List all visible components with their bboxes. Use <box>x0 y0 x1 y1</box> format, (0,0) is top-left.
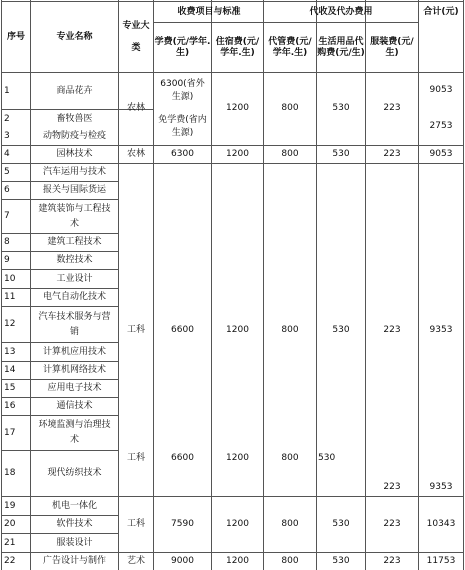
living-cell: 530 <box>318 452 336 463</box>
uniform-cell: 223 <box>383 149 401 159</box>
lodging-cell: 1200 <box>226 324 249 335</box>
header-fee-group: 收费项目与标准 <box>177 6 241 17</box>
header-tuition: 学费(元/学年.生) <box>154 36 211 58</box>
row-no: 10 <box>4 273 16 284</box>
row-no: 4 <box>4 149 10 159</box>
major-name: 汽车运用与技术 <box>42 167 106 177</box>
lodging-cell: 1200 <box>226 518 249 529</box>
category-cell: 工科 <box>126 324 145 335</box>
major-name: 报关与国际货运 <box>42 185 106 195</box>
textbook-cell: 800 <box>281 149 299 159</box>
total-cell: 9053 <box>429 149 453 159</box>
major-name: 现代纺织技术 <box>47 468 102 478</box>
row-no: 2 <box>4 113 10 124</box>
tuition-cell: 9000 <box>171 556 194 566</box>
row-no: 21 <box>4 537 16 548</box>
textbook-cell: 800 <box>281 518 299 529</box>
textbook-cell: 800 <box>281 452 299 463</box>
total-cell: 9053 <box>429 84 453 95</box>
living-cell: 530 <box>332 102 350 113</box>
row-no: 18 <box>4 468 16 478</box>
header-lodging: 住宿费(元/学年.生) <box>215 36 260 58</box>
row-no: 8 <box>4 237 10 247</box>
category-cell: 工科 <box>126 518 145 529</box>
header-agent-group: 代收及代办费用 <box>309 6 373 17</box>
major-name: 电气自动化技术 <box>42 292 106 302</box>
row-no: 11 <box>4 292 16 302</box>
uniform-cell: 223 <box>383 481 401 492</box>
row-no: 12 <box>4 319 16 329</box>
textbook-cell: 800 <box>281 324 299 335</box>
row-no: 1 <box>4 85 10 96</box>
category-cell: 工科 <box>126 452 145 463</box>
living-cell: 530 <box>332 149 350 159</box>
total-cell: 9353 <box>429 324 453 335</box>
uniform-cell: 223 <box>383 324 401 335</box>
row-no: 20 <box>4 519 16 529</box>
tuition-cell: 免学费(省内生源) <box>158 115 207 138</box>
lodging-cell: 1200 <box>226 102 249 113</box>
major-name: 商品花卉 <box>56 85 93 96</box>
lodging-cell: 1200 <box>226 556 249 566</box>
uniform-cell: 223 <box>383 556 401 566</box>
major-name: 计算机网络技术 <box>42 365 106 375</box>
uniform-cell: 223 <box>383 102 401 113</box>
header-living: 生活用品代购费(元/生) <box>317 36 365 58</box>
header-no: 序号 <box>6 31 25 42</box>
tuition-cell: 6300 <box>171 149 194 159</box>
header-category: 专业大类 <box>122 21 150 53</box>
row-no: 14 <box>4 365 16 375</box>
row-no: 5 <box>4 167 10 177</box>
lodging-cell: 1200 <box>226 149 249 159</box>
major-name: 汽车技术服务与营销 <box>38 311 111 337</box>
row-no: 22 <box>4 556 16 566</box>
row-no: 6 <box>4 185 10 195</box>
total-cell: 11753 <box>426 556 456 566</box>
total-cell: 2753 <box>429 120 453 131</box>
category-cell: 农林 <box>126 102 145 113</box>
major-name: 工业设计 <box>56 273 93 284</box>
row-no: 15 <box>4 383 16 393</box>
row-no: 17 <box>4 427 16 438</box>
major-name: 园林技术 <box>56 149 93 159</box>
major-name: 畜牧兽医 <box>56 113 93 124</box>
header-textbook: 代管费(元/学年.生) <box>268 36 312 58</box>
category-cell: 农林 <box>126 149 145 159</box>
major-name: 数控技术 <box>56 255 93 265</box>
row-no: 9 <box>4 255 10 265</box>
tuition-cell: 6600 <box>171 452 194 463</box>
row-no: 3 <box>4 131 10 141</box>
major-name: 应用电子技术 <box>47 383 102 393</box>
living-cell: 530 <box>332 324 350 335</box>
row-no: 13 <box>4 346 16 357</box>
living-cell: 530 <box>332 518 350 529</box>
category-cell: 艺术 <box>126 556 145 566</box>
total-cell: 10343 <box>426 518 456 529</box>
major-name: 广告设计与制作 <box>42 556 106 566</box>
major-name: 计算机应用技术 <box>42 346 106 357</box>
major-name: 建筑装饰与工程技术 <box>38 203 111 229</box>
major-name: 机电一体化 <box>51 500 97 511</box>
row-no: 19 <box>4 500 16 511</box>
header-total: 合计(元) <box>423 6 459 17</box>
living-cell: 530 <box>332 556 350 566</box>
major-name: 通信技术 <box>56 401 93 411</box>
major-name: 环境监测与治理技术 <box>38 420 111 445</box>
tuition-cell: 6600 <box>171 324 194 335</box>
major-name: 服装设计 <box>56 537 93 548</box>
uniform-cell: 223 <box>383 518 401 529</box>
row-no: 16 <box>4 401 16 411</box>
total-cell: 9353 <box>429 481 453 492</box>
row-no: 7 <box>4 211 10 221</box>
major-name: 软件技术 <box>56 519 93 529</box>
textbook-cell: 800 <box>281 102 299 113</box>
major-name: 建筑工程技术 <box>47 237 102 247</box>
major-name: 动物防疫与检疫 <box>42 131 106 141</box>
lodging-cell: 1200 <box>226 452 249 463</box>
header-name: 专业名称 <box>56 31 93 42</box>
tuition-cell: 7590 <box>171 518 194 529</box>
header-uniform: 服装费(元/生) <box>370 36 414 58</box>
textbook-cell: 800 <box>281 556 299 566</box>
tuition-cell: 6300(省外生源) <box>160 79 205 102</box>
